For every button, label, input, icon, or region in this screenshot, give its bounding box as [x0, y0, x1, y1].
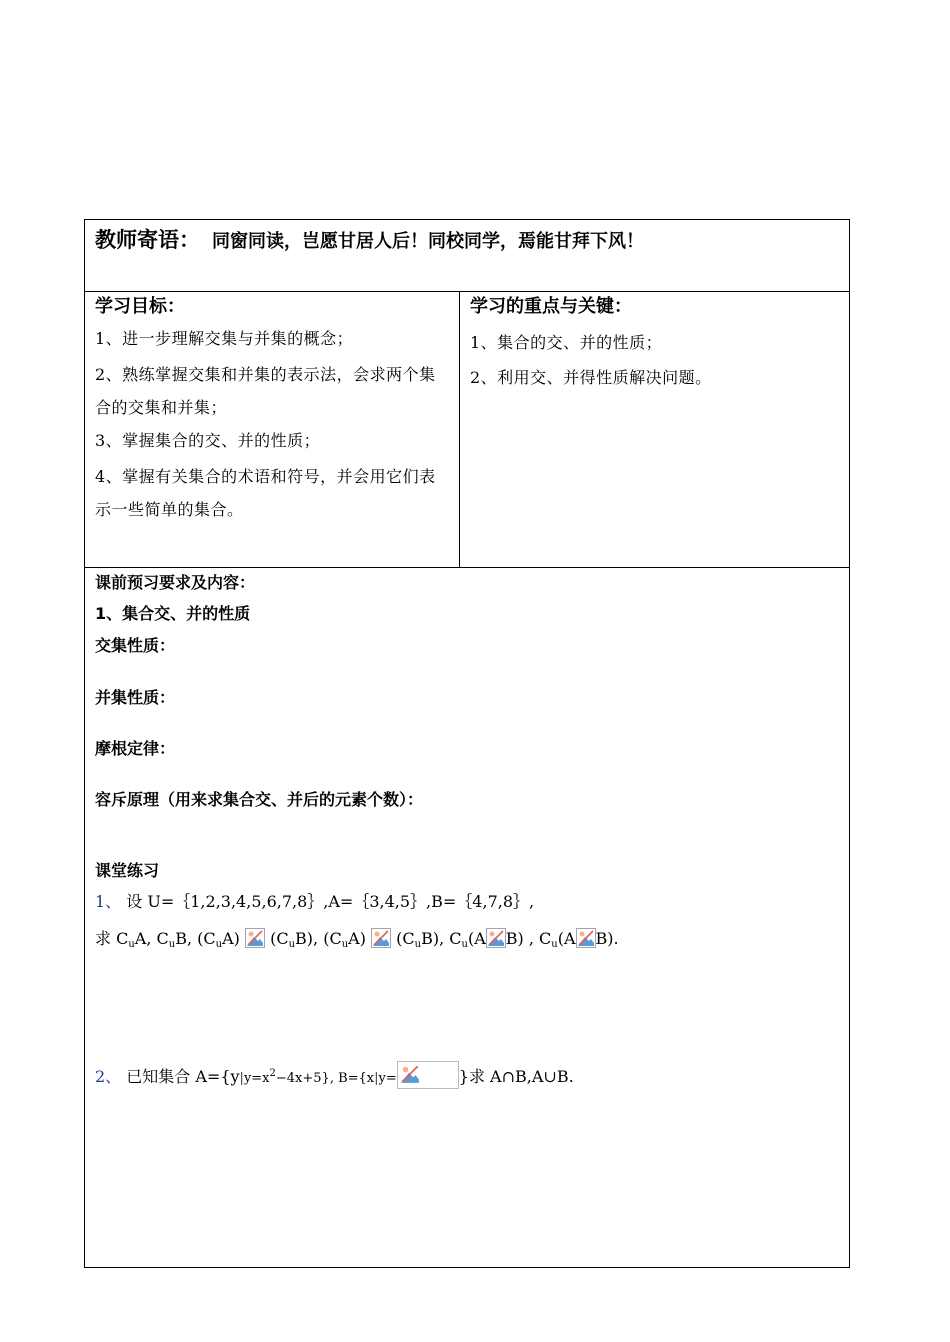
- complement-symbol: C: [539, 929, 552, 948]
- de-morgan-label: 摩根定律：: [95, 739, 176, 758]
- expr-part: (: [391, 929, 403, 948]
- broken-image-icon: [245, 928, 265, 948]
- complement-symbol: C: [116, 929, 129, 948]
- expr-part: }求 A∩B,A∪B.: [458, 1067, 574, 1086]
- complement-subscript: u: [341, 939, 349, 950]
- preview-title: 课前预习要求及内容：: [95, 573, 256, 592]
- expr-part: B).: [595, 929, 619, 948]
- complement-subscript: u: [288, 939, 296, 950]
- expr-part: y=x: [243, 1071, 270, 1086]
- expr-part: A): [222, 929, 245, 948]
- key-points-title: 学习的重点与关键：: [470, 296, 632, 317]
- complement-symbol: C: [203, 929, 216, 948]
- goal-item-4: 4、掌握有关集合的术语和符号，并会用它们表示一些简单的集合。: [95, 467, 436, 519]
- goal-item-1: 1、进一步理解交集与并集的概念；: [95, 329, 354, 348]
- expr-part: B),: [421, 929, 450, 948]
- complement-subscript: u: [461, 939, 468, 950]
- teacher-message: [95, 224, 644, 254]
- section-heading: 1、集合交、并的性质: [95, 604, 251, 623]
- complement-subscript: u: [551, 939, 558, 950]
- exercise-1-line-2: [95, 926, 619, 949]
- exercise-1-number: 1、: [95, 892, 122, 911]
- complement-symbol: C: [329, 929, 342, 948]
- goal-item-2: 2、熟练掌握交集和并集的表示法，会求两个集合的交集和并集；: [95, 365, 436, 417]
- exercise-1-setup: 设 U=｛1,2,3,4,5,6,7,8｝,A=｛3,4,5｝,B=｛4,7,8｝,: [121, 892, 535, 911]
- complement-symbol: C: [449, 929, 462, 948]
- expr-part: y=: [378, 1071, 397, 1086]
- expr-part: B), (: [295, 929, 330, 948]
- complement-symbol: C: [156, 929, 169, 948]
- inclusion-exclusion-label: 容斥原理（用来求集合交、并后的元素个数）：: [95, 790, 424, 809]
- intersection-properties-label: 交集性质：: [95, 636, 176, 655]
- complement-subscript: u: [414, 939, 422, 950]
- expr-part: (A: [467, 929, 486, 948]
- exponent: 2: [269, 1068, 276, 1079]
- key-points-cell: [460, 292, 849, 567]
- set-bar: |: [374, 1071, 379, 1086]
- expr-part: B) ,: [505, 929, 540, 948]
- objectives-row: [85, 292, 849, 568]
- lesson-sheet: [84, 219, 850, 1268]
- exercise-1-ask: 求: [95, 929, 117, 948]
- teacher-message-label: 教师寄语：: [95, 228, 200, 252]
- exercise-1-line-1: [95, 889, 534, 912]
- complement-subscript: u: [215, 939, 223, 950]
- teacher-message-row: [85, 220, 849, 292]
- set-bar: |: [239, 1071, 244, 1086]
- expr-part: −4x+5}, B={x: [275, 1071, 375, 1086]
- complement-subscript: u: [128, 939, 135, 950]
- content-row: [85, 568, 849, 1267]
- broken-image-icon: [397, 1061, 459, 1089]
- goal-item-3: 3、掌握集合的交、并的性质；: [95, 431, 321, 450]
- expr-part: A): [348, 929, 372, 948]
- key-point-1: 1、集合的交、并的性质；: [470, 333, 663, 352]
- exercise-2-number: 2、: [95, 1067, 122, 1086]
- expr-part: A,: [134, 929, 157, 948]
- complement-symbol: C: [276, 929, 289, 948]
- learning-goals-title: 学习目标：: [95, 296, 185, 317]
- exercise-2: [95, 1061, 574, 1089]
- learning-goals-cell: [85, 292, 460, 567]
- broken-image-icon: [576, 928, 596, 948]
- expr-part: (: [265, 929, 277, 948]
- teacher-message-text: 同窗同读，岂愿甘居人后！同校同学，焉能甘拜下风！: [212, 231, 644, 252]
- key-point-2: 2、利用交、并得性质解决问题。: [470, 368, 712, 387]
- complement-symbol: C: [402, 929, 415, 948]
- broken-image-icon: [371, 928, 391, 948]
- complement-subscript: u: [168, 939, 176, 950]
- expr-part: (A: [557, 929, 576, 948]
- broken-image-icon: [486, 928, 506, 948]
- union-properties-label: 并集性质：: [95, 688, 176, 707]
- expr-part: 已知集合 A={y: [121, 1067, 240, 1086]
- practice-title: 课堂练习: [95, 861, 160, 880]
- expr-part: B, (: [175, 929, 204, 948]
